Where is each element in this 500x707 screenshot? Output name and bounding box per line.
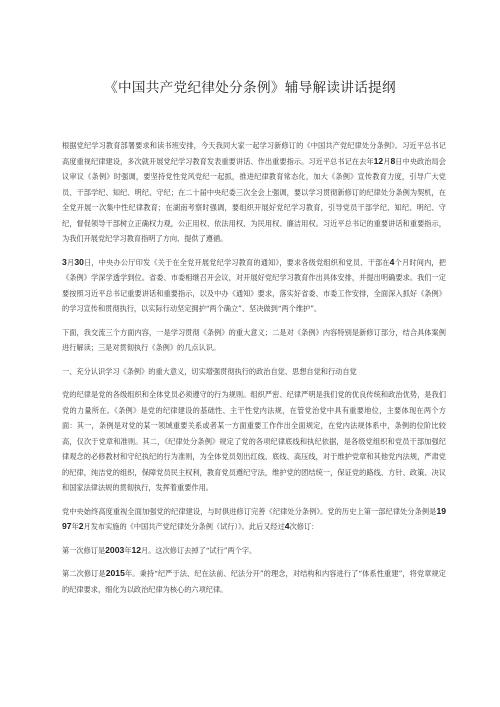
paragraph-text: 根据党纪学习教育部署要求和读书班安排，今天我同大家一起学习新修订的《中国共产党纪律处分条例》。习近平总书记高度重视纪律建设，多次就开展党纪学习教育发表重要讲话、作出重要指示。习近平总书记在去年 bbox=[62, 141, 446, 166]
number-text: 2 bbox=[78, 521, 84, 531]
paragraph-text: 月 bbox=[66, 257, 75, 267]
paragraph-text: 党中央始终高度重视全面加强党的纪律建设，与时俱进修订完善《纪律处分条例》。党的历史上第一部纪律处分条例是 bbox=[62, 506, 437, 516]
paragraph-text: 党的纪律是党的各级组织和全体党员必须遵守的行为规则。组织严密、纪律严明是我们党的优良传统和政治优势，是我们党的力量所在。《条例》是党的纪律建设的基础性、主干性党内法规，在管党治党中具有重要地位，主要体现在两个方面：其一，条例是对党的某一领域重要关系或者某一方面重要工作作出全面规定，在党内法规体系中，条例的位阶比较高，仅次于党章和准则。其二，《纪律处分条例》规定了党的各项纪律底线和执纪依据，是各级党组织和党员干部加强纪律观念的必修教材和守纪执纪的行为准则，为全体党员划出红线、底线、高压线，对于维护党章和其他党内法规，严肃党的纪律，纯洁党的组织，保障党员民主权利，教育党员遵纪守法，维护党的团结统一，保证党的路线、方针、政策、决议和国家法律法规的贯彻执行，发挥着重要作用。 bbox=[62, 390, 446, 492]
body-paragraph bbox=[62, 504, 446, 535]
body-paragraph bbox=[62, 387, 446, 496]
paragraph-text: 第一次修订是 bbox=[62, 545, 106, 555]
paragraph-text: 次修订： bbox=[289, 522, 319, 531]
document-body bbox=[62, 138, 446, 605]
document-title: 《中国共产党纪律处分条例》辅导解读讲话提纲 bbox=[104, 80, 396, 96]
paragraph-text: 下面，我交流三个方面内容，一是学习贯彻《条例》的重大意义；二是对《条例》内容特别是新修订部分，结合具体案例进行解读；三是对贯彻执行《条例》的几点认识。 bbox=[62, 327, 446, 352]
number-text: 1997 bbox=[62, 505, 446, 531]
body-paragraph bbox=[62, 364, 446, 380]
paragraph-text: 月发布实施的《中国共产党纪律处分条例（试行）》。此后又经过 bbox=[83, 522, 285, 531]
number-text: 4 bbox=[284, 521, 290, 531]
body-paragraph bbox=[62, 255, 446, 317]
body-paragraph bbox=[62, 566, 446, 597]
paragraph-text: 年 bbox=[71, 522, 79, 531]
paragraph-text: 月。这次修订去掉了“试行”两个字。 bbox=[141, 545, 257, 555]
paragraph-text: 年。秉持“纪严于法、纪在法前、纪法分开”的理念，对结构和内容进行了“体系性重建”，将党章规定的纪律要求，细化为以政治纪律为核心的六项纪律。 bbox=[62, 569, 446, 594]
number-text: 12 bbox=[131, 544, 142, 555]
body-paragraph bbox=[62, 325, 446, 356]
paragraph-text: 年 bbox=[124, 545, 132, 555]
number-text: 3 bbox=[62, 256, 67, 267]
paragraph-text: 日，中央办公厅印发《关于在全党开展党纪学习教育的通知》，要求各级党组织和党员、干部在 bbox=[83, 257, 390, 267]
number-text: 2015 bbox=[105, 568, 125, 578]
paragraph-text: 日中央政治局会议审议《条例》时强调，要坚持党性党风党纪一起抓，推进纪律教育常态化，加大《条例》宣传教育力度，引导广大党员、干部学纪、知纪、明纪、守纪；在二十届中央纪委三次全会上强调，要以学习贯彻新修订的纪律处分条例为契机，在全党开展一次集中性纪律教育；在湖南考察时强调，要组织开展好党纪学习教育，引导党员干部学纪、知纪、明纪、守纪，督促领导干部树立正确权力观，公正用权、依法用权、为民用权、廉洁用权。习近平总书记的重要讲话和重要指示，为我们开展党纪学习教育指明了方向、提供了遵循。 bbox=[62, 156, 446, 243]
paragraph-text: 一、充分认识学习《条例》的重大意义，切实增强贯彻执行的政治自觉、思想自觉和行动自觉 bbox=[62, 366, 357, 376]
number-text: 2003 bbox=[105, 544, 125, 555]
paragraph-text: 第二次修订是 bbox=[62, 569, 106, 578]
paragraph-text: 月 bbox=[383, 156, 391, 166]
number-text: 30 bbox=[74, 256, 84, 267]
body-paragraph bbox=[62, 543, 446, 559]
number-text: 12 bbox=[373, 155, 384, 166]
number-text: 4 bbox=[389, 256, 395, 267]
number-text: 8 bbox=[390, 155, 396, 166]
paragraph-text: 个月时间内，把《条例》学深学透学到位。省委、市委相继召开会议，对开展好党纪学习教育作出具体安排，并提出明确要求。我们一定要按照习近平总书记重要讲话和重要指示，以及中办《通知》要求，落实好省委、市委工作安排，全面深入抓好《条例》的学习宣传和贯彻执行，以实际行动坚定拥护“两个确立”、坚决做到“两个维护”。 bbox=[62, 257, 446, 313]
body-paragraph bbox=[62, 138, 446, 247]
